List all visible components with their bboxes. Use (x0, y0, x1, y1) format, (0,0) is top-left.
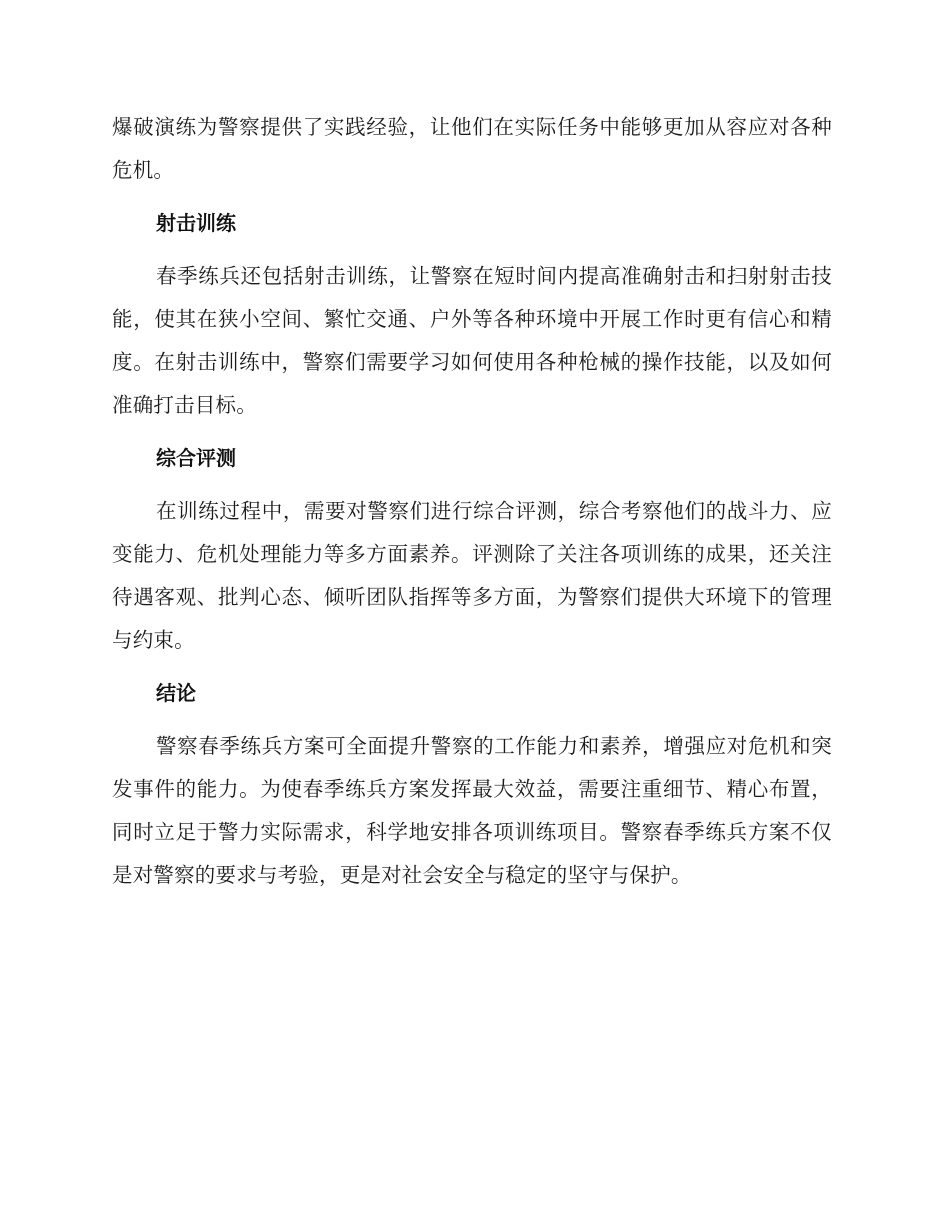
intro-paragraph: 爆破演练为警察提供了实践经验，让他们在实际任务中能够更加从容应对各种危机。 (112, 115, 832, 182)
section-paragraph-conclusion: 警察春季练兵方案可全面提升警察的工作能力和素养，增强应对危机和突发事件的能力。为使春季练兵方案发挥最大效益，需要注重细节、精心布置，同时立足于警力实际需求，科学地安排各项训练项目。警察春季练兵方案不仅是对警察的要求与考验，更是对社会安全与稳定的坚守与保护。 (112, 734, 832, 887)
section-heading-comprehensive-evaluation: 综合评测 (156, 446, 236, 470)
section-paragraph-comprehensive-evaluation: 在训练过程中，需要对警察们进行综合评测，综合考察他们的战斗力、应变能力、危机处理能力等多方面素养。评测除了关注各项训练的成果，还关注待遇客观、批判心态、倾听团队指挥等多方面，为警察们提供大环境下的管理与约束。 (112, 499, 832, 652)
section-paragraph-shooting-training: 春季练兵还包括射击训练，让警察在短时间内提高准确射击和扫射射击技能，使其在狭小空间、繁忙交通、户外等各种环境中开展工作时更有信心和精度。在射击训练中，警察们需要学习如何使用各种枪械的操作技能，以及如何准确打击目标。 (112, 264, 832, 417)
section-heading-conclusion: 结论 (156, 681, 196, 705)
document-body (112, 106, 832, 897)
section-heading-shooting-training: 射击训练 (156, 211, 236, 235)
